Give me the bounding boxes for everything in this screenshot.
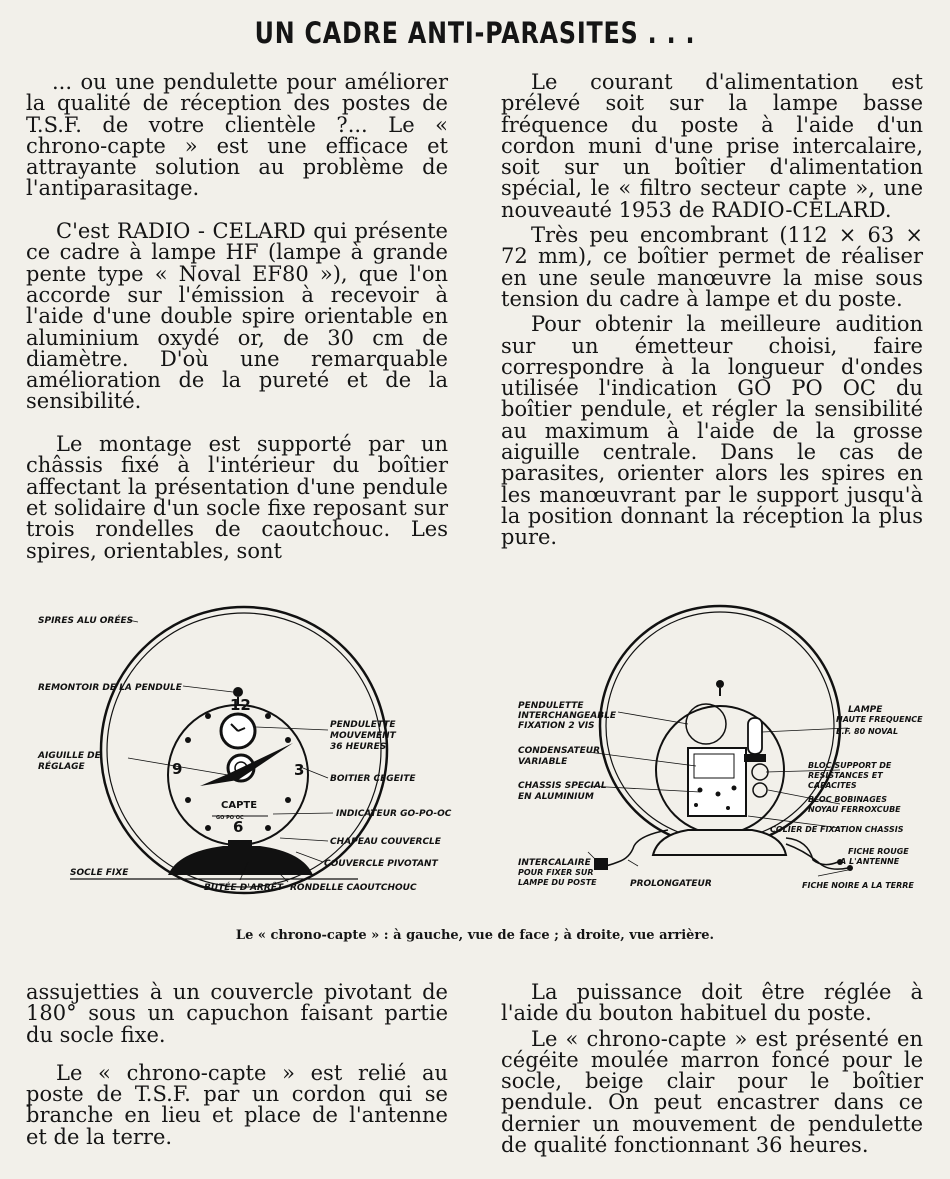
label-couvercle: COUVERCLE PIVOTANT <box>324 859 438 869</box>
bottom-left-column <box>26 982 448 1169</box>
figure-caption: Le « chrono-capte » : à gauche, vue de face ; à droite, vue arrière. <box>235 928 715 943</box>
dial-9: 9 <box>172 760 183 778</box>
dial-capte: CAPTE <box>221 800 258 811</box>
label-indicateur: INDICATEUR GO-PO-OC <box>336 809 452 819</box>
label-aiguille-1: AIGUILLE DE <box>38 751 101 761</box>
label-pendulette-1: PENDULETTE <box>330 720 396 730</box>
label-boitier: BOITIER CEGEITE <box>330 774 416 784</box>
right-column <box>501 72 923 570</box>
label-pendulette-3: 36 HEURES <box>330 742 387 752</box>
back-label-lampe-3: E.F. 80 NOVAL <box>836 727 899 736</box>
back-label-rouge-2: A L'ANTENNE <box>840 857 900 866</box>
back-label-intercalaire-3: LAMPE DU POSTE <box>518 878 597 887</box>
back-label-rouge-1: FICHE ROUGE <box>848 847 909 856</box>
dial-bands: GO PO OC <box>216 815 244 821</box>
back-view-drawing <box>518 606 923 890</box>
dial-12: 12 <box>230 696 251 714</box>
dial-6: 6 <box>233 818 244 836</box>
back-label-condensateur-2: VARIABLE <box>518 757 568 767</box>
back-label-chassis-1: CHASSIS SPECIAL <box>518 781 607 791</box>
back-label-prolongateur: PROLONGATEUR <box>630 879 712 889</box>
left-paragraph-3: Le montage est supporté par un châssis fixé à l'intérieur du boîtier affectant la présentation d'une pendule et solidaire d'un socle fixe reposant sur trois rondelles de caoutchouc. Les spires, orientables, sont <box>26 432 448 563</box>
back-label-pendulette-2: INTERCHANGEABLE <box>518 711 616 721</box>
lamp-tube-icon <box>748 718 762 754</box>
back-label-lampe-1: LAMPE <box>848 705 883 715</box>
back-label-bloc-2: RESISTANCES ET <box>808 771 883 780</box>
back-label-bloc-1: BLOC SUPPORT DE <box>808 761 892 770</box>
label-rondelle: RONDELLE CAOUTCHOUC <box>290 883 417 893</box>
back-label-bobinages-1: BLOC BOBINAGES <box>808 795 888 804</box>
front-view-drawing <box>37 607 452 893</box>
back-label-lampe-2: HAUTE FREQUENCE <box>836 715 923 724</box>
back-label-pendulette-3: FIXATION 2 VIS <box>518 721 595 731</box>
bottom-left-paragraph-2: Le « chrono-capte » est relié au poste de T.S.F. par un cordon qui se branche en lieu et place de l'antenne et de la terre. <box>26 1060 448 1149</box>
label-spires: SPIRES ALU ORÉES <box>38 616 134 626</box>
dial-3: 3 <box>294 761 305 779</box>
left-paragraph-1: ... ou une pendulette pour améliorer la qualité de réception des postes de T.S.F. de votre clientèle ?... Le « chrono-capte » est une efficace et attrayante solution au problème de l'antiparasitage. <box>26 70 448 201</box>
bottom-right-paragraph-2: Le « chrono-capte » est présenté en cégéite moulée marron foncé pour le socle, beige clair pour le boîtier pendule. On peut encastrer dans ce dernier un mouvement de pendulette de qualité fonctionnant 36 heures. <box>501 1026 923 1158</box>
back-label-bloc-3: CAPACITES <box>808 781 857 790</box>
pendulette-module-icon <box>686 704 726 744</box>
chrono-capte-figure <box>28 600 928 918</box>
back-label-condensateur-1: CONDENSATEUR <box>518 746 601 756</box>
back-label-collier: COLIER DE FIXATION CHASSIS <box>770 825 904 834</box>
back-label-bobinages-2: NOYAU FERROXCUBE <box>808 805 901 814</box>
label-pendulette-2: MOUVEMENT <box>330 731 396 741</box>
label-remontoir: REMONTOIR DE LA PENDULE <box>38 683 182 693</box>
back-label-intercalaire-1: INTERCALAIRE <box>518 858 591 868</box>
back-label-noire: FICHE NOIRE A LA TERRE <box>802 881 914 890</box>
label-chapeau: CHAPEAU COUVERCLE <box>330 837 441 847</box>
article-title: UN CADRE ANTI-PARASITES . . . <box>254 16 696 50</box>
label-aiguille-2: RÉGLAGE <box>38 762 85 772</box>
bottom-right-paragraph-1: La puissance doit être réglée à l'aide du bouton habituel du poste. <box>501 980 923 1026</box>
bottom-right-column <box>501 982 923 1178</box>
back-base <box>653 830 786 855</box>
right-paragraph-3: Pour obtenir la meilleure audition sur un émetteur choisi, faire correspondre à la longueur d'ondes utilisée l'indication GO PO OC du boîtier pendule, et régler la sensibilité au maximum à l'aide de la grosse aiguille centrale. Dans le cas de parasites, orienter alors les spires en les manœuvrant par le support jusqu'à la position donnant la réception la plus pure. <box>501 312 923 550</box>
bottom-left-paragraph-1: assujetties à un couvercle pivotant de 180° sous un capuchon faisant partie du socle fixe. <box>26 980 448 1047</box>
back-label-intercalaire-2: POUR FIXER SUR <box>518 868 594 877</box>
left-paragraph-2: C'est RADIO - CELARD qui présente ce cadre à lampe HF (lampe à grande pente type « Noval EF80 »), que l'on accorde sur l'émission à recevoir à l'aide d'une double spire orientable en aluminium oxydé or, de 30 cm de diamètre. D'où une remarquable amélioration de la pureté et de la sensibilité. <box>26 219 448 414</box>
right-paragraph-1: Le courant d'alimentation est prélevé soit sur la lampe basse fréquence du poste à l'aide d'un cordon muni d'une prise intercalaire, soit sur un boîtier d'alimentation spécial, le « filtro secteur capte », une nouveauté 1953 de RADIO-CELARD. <box>501 70 923 222</box>
right-paragraph-2: Très peu encombrant (112 × 63 × 72 mm), ce boîtier permet de réaliser en une seule manœuvre la mise sous tension du cadre à lampe et du poste. <box>501 223 923 311</box>
label-socle: SOCLE FIXE <box>70 868 129 878</box>
left-column <box>26 72 448 583</box>
back-label-chassis-2: EN ALUMINIUM <box>518 792 594 802</box>
back-label-pendulette-1: PENDULETTE <box>518 701 584 711</box>
label-butee: BUTÉE D'ARRÊT <box>204 883 284 893</box>
